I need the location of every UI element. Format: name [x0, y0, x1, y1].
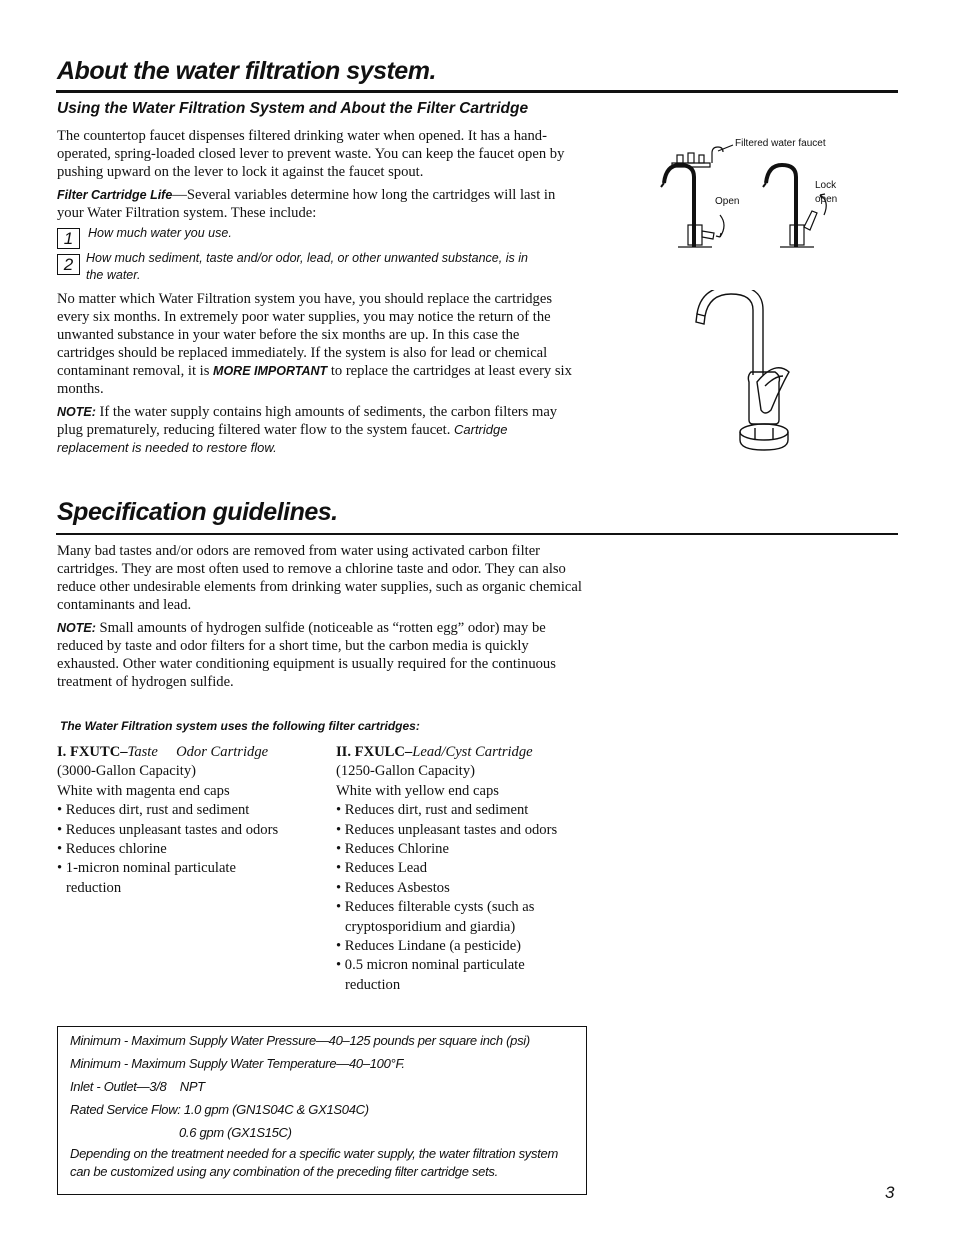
- cartridge-1-title: I. FXUTC–Taste Odor Cartridge: [57, 744, 269, 760]
- cartridge-2-feature: • Reduces Lindane (a pesticide): [336, 938, 522, 955]
- section2-body: [57, 542, 592, 696]
- cartridge-2-feature: • Reduces filterable cysts (such as cryptosporidium and giardia): [336, 899, 535, 935]
- spec-customization-note: Depending on the treatment needed for a specific water supply, the water filtration system can be customized using any combination of the preceding filter cartridge sets.: [70, 1146, 558, 1179]
- cartridge-2-title: II. FXULC–Lead/Cyst Cartridge: [336, 744, 533, 760]
- filter-life-text: —Several variables determine how long the cartridges will last in your Water Filtration system. These include:: [57, 187, 556, 221]
- cartridge-1-capacity: (3000-Gallon Capacity): [57, 763, 197, 780]
- variable-number-1: 1: [57, 228, 80, 249]
- cartridge-1-feature: • Reduces dirt, rust and sediment: [57, 802, 250, 819]
- spec-note-paragraph: NOTE: Small amounts of hydrogen sulfide (noticeable as “rotten egg” odor) may be reduced by taste and odor filters for a short time, but the carbon media is quickly exhausted. Other water conditioning equipment is usually required for the continuous treatment of hydrogen sulfide.: [57, 620, 556, 690]
- spec-temperature: Minimum - Maximum Supply Water Temperature—40–100°F.: [70, 1056, 405, 1071]
- filter-life-paragraph: [57, 186, 577, 222]
- variable-text-1: How much water you use.: [88, 226, 232, 240]
- cartridge-2-color: White with yellow end caps: [336, 782, 499, 799]
- page-number: 3: [885, 1183, 895, 1202]
- variable-number-2: 2: [57, 254, 80, 275]
- cartridge-1-feature: • Reduces chlorine: [57, 841, 167, 858]
- cartridge-2-feature: • Reduces dirt, rust and sediment: [336, 802, 529, 819]
- spec-flow-1: Rated Service Flow: 1.0 gpm (GN1S04C & GX1S04C): [70, 1102, 369, 1117]
- cartridge-column-2: [336, 743, 601, 995]
- cartridge-1-feature: • Reduces unpleasant tastes and odors: [57, 821, 279, 838]
- lock-open-label-2: open: [815, 194, 838, 205]
- spec-pressure: Minimum - Maximum Supply Water Pressure—40–125 pounds per square inch (psi): [70, 1033, 530, 1048]
- cartridge-1-color: White with magenta end caps: [57, 782, 230, 799]
- specifications-box: [57, 1026, 587, 1195]
- section1-body: [57, 127, 577, 227]
- faucet-label: Filtered water faucet: [735, 138, 826, 149]
- section1-body-2: [57, 290, 579, 462]
- section-subtitle: Using the Water Filtration System and About the Filter Cartridge: [57, 100, 529, 117]
- cartridge-2-feature: • 0.5 micron nominal particulate reduction: [336, 957, 525, 993]
- spec-note-label: NOTE:: [57, 621, 96, 635]
- title-rule: [56, 90, 898, 93]
- cartridge-2-capacity: (1250-Gallon Capacity): [336, 763, 476, 780]
- cartridge-2-feature: • Reduces Asbestos: [336, 879, 450, 896]
- note-label: NOTE:: [57, 405, 96, 419]
- filter-life-label: Filter Cartridge Life: [57, 188, 173, 202]
- cartridge-2-feature: • Reduces unpleasant tastes and odors: [336, 821, 558, 838]
- cartridge-1-feature: • 1-micron nominal particulate reduction: [57, 860, 236, 896]
- spec-intro-paragraph: Many bad tastes and/or odors are removed from water using activated carbon filter cartridges. They are most often used to remove a chlorine taste and odor. They can also reduce other undesirable elements from drinking water supplies, such as organic chemical contaminants and lead.: [57, 543, 582, 613]
- cartridge-column-1: [57, 743, 322, 898]
- cartridges-heading: The Water Filtration system uses the following filter cartridges:: [60, 719, 420, 733]
- spec-flow-2: 0.6 gpm (GX1S15C): [179, 1125, 292, 1140]
- open-label: Open: [715, 196, 740, 207]
- intro-paragraph: The countertop faucet dispenses filtered drinking water when opened. It has a hand-operated, spring-loaded closed lever to prevent waste. You can keep the faucet open by pushing upward on the lever to lock it against the faucet spout.: [57, 128, 565, 180]
- lock-open-label-1: Lock: [815, 180, 837, 191]
- cartridge-2-feature: • Reduces Lead: [336, 860, 428, 877]
- spec-inlet-outlet: Inlet - Outlet—3/8 NPT: [70, 1079, 205, 1094]
- section-title-about: About the water filtration system.: [57, 57, 436, 85]
- countertop-faucet-illustration: [695, 290, 800, 455]
- faucet-operation-diagram: [650, 135, 850, 265]
- note-italic: Cartridge replacement is needed to restore flow.: [57, 422, 508, 455]
- cartridge-2-feature: • Reduces Chlorine: [336, 841, 449, 858]
- replace-paragraph: No matter which Water Filtration system you have, you should replace the cartridges every six months. In extremely poor water supplies, you may notice the return of the unwanted substance in your water before the six months are up. In this case the cartridges should be replaced immediately. If the system is also for lead or chemical contaminant removal, it is MORE IMPORTANT to replace the cartridges at least every six months.: [57, 291, 572, 397]
- spec-title-rule: [56, 533, 898, 535]
- note-paragraph: NOTE: If the water supply contains high amounts of sediments, the carbon filters may plug prematurely, reducing filtered water flow to the system faucet. Cartridge replacement is needed to restore flow.: [57, 404, 558, 455]
- variable-text-2: How much sediment, taste and/or odor, lead, or other unwanted substance, is in the water.: [86, 251, 528, 282]
- more-important-emphasis: MORE IMPORTANT: [213, 364, 328, 378]
- section-title-spec: Specification guidelines.: [57, 498, 338, 526]
